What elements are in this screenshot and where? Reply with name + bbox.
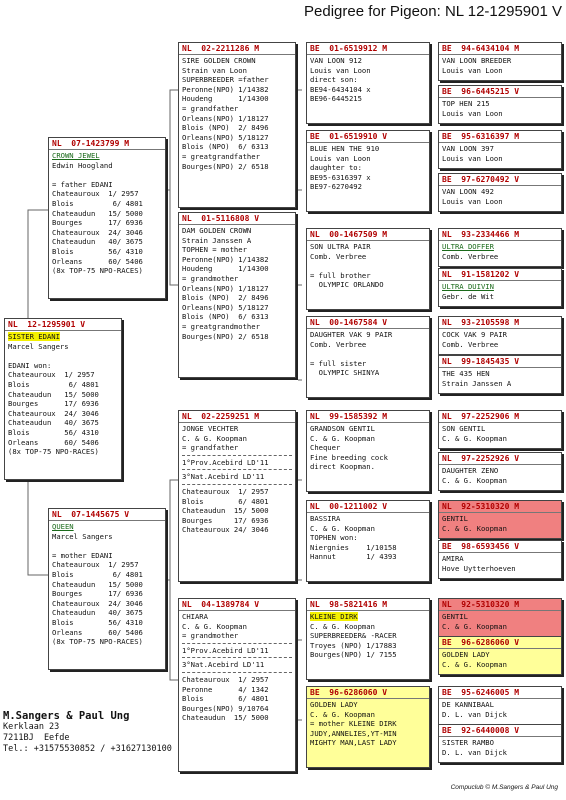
- breeder-name: Louis van Loon: [442, 108, 503, 118]
- pigeon-name: [310, 612, 426, 622]
- pedigree-detail-line: Bourges(NPO) 2/ 6518: [182, 331, 269, 341]
- breeder-name: Comb. Verbree: [310, 339, 367, 349]
- sire-card[interactable]: [48, 137, 166, 299]
- g5-card-7[interactable]: [438, 316, 562, 355]
- pigeon-name: [310, 700, 426, 710]
- g5-card-12[interactable]: [438, 540, 562, 579]
- pigeon-name-text: GRANDSON GENTIL: [310, 424, 375, 433]
- pedigree-detail-line: = father EDANI: [52, 179, 113, 189]
- g5-card-3[interactable]: [438, 130, 562, 169]
- pedigree-detail-line: [310, 261, 426, 271]
- ring-number: BE 96-6286060 V: [442, 638, 520, 647]
- ggp-sss-card[interactable]: [306, 42, 430, 124]
- ggp-ddd-card[interactable]: [306, 686, 430, 768]
- separator: [182, 455, 292, 456]
- pedigree-detail-line: Orleans(NPO) 5/18127: [182, 302, 269, 312]
- pigeon-name-text: VAN LOON 492: [442, 187, 494, 196]
- subject-ring-header: [5, 319, 121, 331]
- pedigree-detail-line: = grandmother: [182, 631, 239, 641]
- grandsire-sire-side-card[interactable]: [178, 42, 296, 208]
- pedigree-detail-line: TOPHEN = mother: [182, 245, 247, 255]
- pedigree-detail-line: = full sister: [310, 358, 367, 368]
- ring-number: BE 01-6519912 M: [310, 44, 388, 53]
- pedigree-detail-line: Blois 56/ 4310: [8, 427, 99, 437]
- pedigree-detail-line: Chequer: [310, 443, 341, 453]
- pedigree-detail-line: Chateauroux 1/ 2957: [182, 486, 269, 496]
- granddam-dam-side-card[interactable]: [178, 598, 296, 772]
- granddam-sire-side-card[interactable]: [178, 212, 296, 378]
- pedigree-detail-line: Chateauroux 1/ 2957: [52, 560, 139, 570]
- g5-card-11[interactable]: [438, 500, 562, 539]
- ring-number: BE 97-6270492 V: [442, 175, 520, 184]
- pedigree-detail-line: Fine breeding cock: [310, 452, 388, 462]
- pigeon-name: [310, 144, 426, 154]
- separator: [182, 643, 292, 644]
- pedigree-detail-line: [8, 351, 118, 361]
- separator: [182, 469, 292, 470]
- pedigree-detail-line: Bourges 17/ 6936: [8, 399, 99, 409]
- ggp-sdd-card[interactable]: [306, 316, 430, 398]
- pigeon-name: [442, 424, 558, 434]
- pedigree-detail-line: Chateaudun 40/ 3675: [52, 608, 143, 618]
- pedigree-detail-line: Bourges 17/ 6936: [52, 218, 143, 228]
- pedigree-detail-line: TOPHEN won:: [310, 533, 358, 543]
- pedigree-detail-line: [52, 170, 162, 180]
- pedigree-detail-line: EDANI won:: [8, 360, 52, 370]
- breeder-name: Louis van Loon: [442, 153, 503, 163]
- pedigree-detail-line: Blois 56/ 4310: [52, 617, 143, 627]
- breeder-name: Louis van Loon: [310, 153, 371, 163]
- pigeon-name-text: THE 435 HEN: [442, 369, 490, 378]
- pigeon-name-text: DAUGHTER ZENO: [442, 466, 499, 475]
- pedigree-detail-line: Orleans(NPO) 5/18127: [182, 132, 269, 142]
- pedigree-detail-line: (8x TOP-75 NPO-RACES): [8, 447, 99, 457]
- pigeon-name-text: CHIARA: [182, 612, 208, 621]
- pigeon-name: [310, 514, 426, 524]
- pedigree-detail-line: BE97-6270492: [310, 182, 362, 192]
- ring-number: NL 97-2252926 V: [442, 454, 520, 463]
- pigeon-name: [442, 650, 558, 660]
- pedigree-detail-line: Blois (NPO) 6/ 6313: [182, 142, 269, 152]
- pigeon-name-text: ULTRA DOFFER: [442, 242, 494, 251]
- pigeon-name: [182, 56, 292, 66]
- owner-info: [3, 710, 172, 755]
- pedigree-detail-line: OLYMPIC SHINYA: [310, 368, 380, 378]
- pedigree-detail-line: Chateaudun 15/ 5000: [52, 579, 143, 589]
- g5-card-1[interactable]: [438, 42, 562, 81]
- pedigree-detail-line: Blois 6/ 4801: [182, 496, 269, 506]
- pigeon-name-text: ULTRA DUIVIN: [442, 282, 494, 291]
- ring-number: NL 07-1423799 M: [52, 139, 130, 148]
- pedigree-detail-line: Blois (NPO) 2/ 8496: [182, 123, 269, 133]
- g5-card-8[interactable]: [438, 355, 562, 394]
- ring-number: NL 92-5310320 M: [442, 502, 520, 511]
- pedigree-detail-line: Hannut 1/ 4393: [310, 552, 397, 562]
- ring-number: BE 01-6519910 V: [310, 132, 388, 141]
- pedigree-detail-line: Chateauroux 24/ 3046: [8, 408, 99, 418]
- pedigree-detail-line: Orleans(NPO) 1/18127: [182, 113, 269, 123]
- pigeon-name-text: BLUE HEN THE 910: [310, 144, 380, 153]
- g5-card-13[interactable]: [438, 598, 562, 637]
- pigeon-name-text: SON ULTRA PAIR: [310, 242, 371, 251]
- pigeon-name: [442, 144, 558, 154]
- g5-card-6[interactable]: [438, 268, 562, 307]
- pedigree-detail-line: JUDY,ANNELIES,YT-MIN: [310, 728, 397, 738]
- ggp-dss-card[interactable]: [306, 410, 430, 492]
- owner-phone: Tel.: +31575530852 / +31627130100: [3, 744, 172, 754]
- ring-number: BE 95-6246005 M: [442, 688, 520, 697]
- breeder-name: Comb. Verbree: [310, 251, 367, 261]
- ring-number: NL 00-1467584 V: [310, 318, 388, 327]
- pedigree-detail-line: Chateaudun 15/ 5000: [8, 389, 99, 399]
- pedigree-detail-line: Blois 6/ 4801: [52, 569, 143, 579]
- pedigree-detail-line: Orleans 60/ 5406: [8, 437, 99, 447]
- breeder-name: Marcel Sangers: [8, 341, 69, 351]
- pigeon-name-text: GOLDEN LADY: [310, 700, 358, 709]
- pigeon-name: [310, 424, 426, 434]
- pedigree-detail-line: Chateaudun 15/ 5000: [182, 506, 269, 516]
- breeder-name: C. & G. Koopman: [442, 621, 507, 631]
- pigeon-name-text: VAN LOON BREEDER: [442, 56, 512, 65]
- pigeon-name-text: TOP HEN 215: [442, 99, 490, 108]
- pigeon-name-text: GENTIL: [442, 612, 468, 621]
- pedigree-detail-line: Bourges(NPO) 1/ 7155: [310, 650, 397, 660]
- pigeon-name: [442, 554, 558, 564]
- pigeon-name-text: SISTER RAMBO: [442, 738, 494, 747]
- pigeon-name: [442, 612, 558, 622]
- breeder-name: C. & G. Koopman: [310, 621, 375, 631]
- pedigree-detail-line: Niergnies 1/10158: [310, 542, 397, 552]
- pigeon-name: [52, 151, 162, 161]
- page-title: Pedigree for Pigeon: NL 12-1295901 V: [304, 3, 562, 20]
- pigeon-name-text: AMIRA: [442, 554, 464, 563]
- pedigree-detail-line: Chateauroux 1/ 2957: [8, 370, 95, 380]
- breeder-name: Hove Uytterhoeven: [442, 563, 516, 573]
- pedigree-detail-line: Chateauroux 24/ 3046: [52, 227, 143, 237]
- ring-number: NL 01-5116808 V: [182, 214, 260, 223]
- pigeon-name-text: COCK VAK 9 PAIR: [442, 330, 507, 339]
- ring-number: BE 96-6286060 V: [310, 688, 388, 697]
- pigeon-name: [442, 466, 558, 476]
- grandsire-dam-side-card[interactable]: [178, 410, 296, 582]
- pedigree-detail-line: OLYMPIC ORLANDO: [310, 280, 384, 290]
- ring-number: NL 02-2211286 M: [182, 44, 260, 53]
- breeder-name: C. & G. Koopman: [442, 475, 507, 485]
- pedigree-detail-line: Chateaudun 15/ 5000: [52, 208, 143, 218]
- pedigree-detail-line: 3°Nat.Acebird LD'11: [182, 472, 265, 482]
- breeder-name: D. L. van Dijck: [442, 747, 507, 757]
- pedigree-detail-line: BE96-6445215: [310, 94, 362, 104]
- pedigree-detail-line: Orleans(NPO) 1/18127: [182, 283, 269, 293]
- ring-number: NL 02-2259251 M: [182, 412, 260, 421]
- pedigree-detail-line: 1°Prov.Acebird LD'11: [182, 457, 269, 467]
- pedigree-detail-line: direct son:: [310, 75, 358, 85]
- g5-card-9[interactable]: [438, 410, 562, 449]
- owner-city: 7211BJ Eefde: [3, 733, 70, 743]
- pedigree-detail-line: Chateauroux 1/ 2957: [52, 189, 139, 199]
- pedigree-detail-line: = greatgrandfather: [182, 151, 260, 161]
- subject-pigeon-card[interactable]: [4, 318, 122, 480]
- ring-number: NL 91-1581202 V: [442, 270, 520, 279]
- breeder-name: C. & G. Koopman: [442, 659, 507, 669]
- ring-number: BE 98-6593456 V: [442, 542, 520, 551]
- g5-card-10[interactable]: [438, 452, 562, 491]
- pigeon-name: [442, 738, 558, 748]
- breeder-name: C. & G. Koopman: [442, 523, 507, 533]
- pedigree-detail-line: SUPERBREEDER =father: [182, 75, 269, 85]
- pedigree-detail-line: = grandfather: [182, 103, 239, 113]
- breeder-name: C. & G. Koopman: [310, 523, 375, 533]
- pedigree-detail-line: Chateaudun 40/ 3675: [8, 418, 99, 428]
- pedigree-detail-line: Blois 6/ 4801: [182, 694, 269, 704]
- g5-card-15[interactable]: [438, 686, 562, 725]
- pedigree-detail-line: Bourges(NPO) 2/ 6518: [182, 161, 269, 171]
- pedigree-detail-line: = grandmother: [182, 273, 239, 283]
- pedigree-detail-line: 1°Prov.Acebird LD'11: [182, 645, 269, 655]
- breeder-name: C. & G. Koopman: [182, 621, 247, 631]
- pigeon-name-text: SIRE GOLDEN CROWN: [182, 56, 256, 65]
- pedigree-detail-line: Chateaudun 40/ 3675: [52, 237, 143, 247]
- pedigree-detail-line: Blois 6/ 4801: [8, 379, 99, 389]
- pigeon-name: [182, 424, 292, 434]
- pedigree-detail-line: Peronne 4/ 1342: [182, 684, 269, 694]
- pigeon-name: [52, 522, 162, 532]
- pedigree-detail-line: Orleans 60/ 5406: [52, 627, 143, 637]
- breeder-name: Strain Janssen A: [442, 378, 512, 388]
- pigeon-name: [182, 612, 292, 622]
- breeder-name: C. & G. Koopman: [182, 433, 247, 443]
- g5-card-4[interactable]: [438, 173, 562, 212]
- pigeon-name: [442, 369, 558, 379]
- pigeon-name-text: QUEEN: [52, 522, 74, 531]
- pigeon-name: [442, 99, 558, 109]
- pedigree-detail-line: Troyes (NPO) 1/17883: [310, 640, 397, 650]
- breeder-name: Comb. Verbree: [442, 339, 499, 349]
- pigeon-name: [442, 700, 558, 710]
- ring-number: NL 92-5310320 M: [442, 600, 520, 609]
- pedigree-detail-line: Houdeng 1/14300: [182, 264, 269, 274]
- pedigree-detail-line: (8x TOP-75 NPO-RACES): [52, 266, 143, 276]
- breeder-name: D. L. van Dijck: [442, 709, 507, 719]
- breeder-name: Louis van Loon: [442, 65, 503, 75]
- pedigree-detail-line: (8x TOP-75 NPO-RACES): [52, 637, 143, 647]
- pigeon-name: [310, 56, 426, 66]
- ring-number: BE 96-6445215 V: [442, 87, 520, 96]
- pedigree-detail-line: direct Koopman.: [310, 462, 375, 472]
- pigeon-name-text: VAN LOON 397: [442, 144, 494, 153]
- g5-card-5[interactable]: [438, 228, 562, 267]
- pedigree-detail-line: Blois (NPO) 2/ 8496: [182, 293, 269, 303]
- pedigree-detail-line: Peronne(NPO) 1/14382: [182, 254, 269, 264]
- pedigree-detail-line: BE94-6434104 x: [310, 84, 371, 94]
- pigeon-name-text: KLEINE DIRK: [310, 612, 358, 621]
- breeder-name: Strain van Loon: [182, 65, 247, 75]
- breeder-name: C. & G. Koopman: [310, 433, 375, 443]
- breeder-name: C. & G. Koopman: [310, 709, 375, 719]
- ring-number: NL 99-1845435 V: [442, 357, 520, 366]
- pigeon-name: [310, 242, 426, 252]
- ring-number: NL 00-1467509 M: [310, 230, 388, 239]
- breeder-name: Edwin Hoogland: [52, 160, 113, 170]
- ring-number: NL 93-2105598 M: [442, 318, 520, 327]
- pedigree-detail-line: Blois (NPO) 6/ 6313: [182, 312, 269, 322]
- pigeon-name-text: DE KANNIBAAL: [442, 700, 494, 709]
- ring-number: NL 93-2334466 M: [442, 230, 520, 239]
- pedigree-detail-line: SUPERBREEDER& -RACER: [310, 631, 397, 641]
- pigeon-name-text: SON GENTIL: [442, 424, 486, 433]
- g5-card-16[interactable]: [438, 724, 562, 763]
- ring-number: NL 07-1445675 V: [52, 510, 130, 519]
- pedigree-detail-line: Blois 6/ 4801: [52, 198, 143, 208]
- ring-number: BE 95-6316397 M: [442, 132, 520, 141]
- pedigree-detail-line: Bourges 17/ 6936: [52, 589, 143, 599]
- pedigree-detail-line: Bourges 17/ 6936: [182, 515, 269, 525]
- pedigree-detail-line: [52, 541, 162, 551]
- pigeon-name: [442, 282, 558, 292]
- pedigree-detail-line: = mother KLEINE DIRK: [310, 719, 397, 729]
- pedigree-detail-line: = greatgrandmother: [182, 321, 260, 331]
- separator: [182, 672, 292, 673]
- ring-number: NL 12-1295901 V: [8, 320, 86, 329]
- pigeon-name-text: CROWN JEWEL: [52, 151, 100, 160]
- pedigree-detail-line: Chateauroux 1/ 2957: [182, 674, 269, 684]
- ring-number: BE 94-6434104 M: [442, 44, 520, 53]
- ring-number: NL 97-2252906 M: [442, 412, 520, 421]
- owner-street: Kerklaan 23: [3, 722, 60, 732]
- pedigree-detail-line: MIGHTY MAN,LAST LADY: [310, 738, 397, 748]
- pigeon-name-text: DAUGHTER VAK 9 PAIR: [310, 330, 393, 339]
- pedigree-detail-line: = mother EDANI: [52, 550, 113, 560]
- ggp-ssd-card[interactable]: [306, 130, 430, 212]
- dam-card[interactable]: [48, 508, 166, 670]
- breeder-name: Comb. Verbree: [442, 251, 499, 261]
- pedigree-detail-line: [310, 349, 426, 359]
- pigeon-name: [442, 330, 558, 340]
- breeder-name: Gebr. de Wit: [442, 291, 494, 301]
- pedigree-detail-line: 3°Nat.Acebird LD'11: [182, 660, 265, 670]
- ring-number: NL 00-1211002 V: [310, 502, 388, 511]
- ggp-dds-card[interactable]: [306, 598, 430, 680]
- pigeon-name: [442, 187, 558, 197]
- pigeon-name: [310, 330, 426, 340]
- pedigree-detail-line: = grandfather: [182, 443, 239, 453]
- separator: [182, 484, 292, 485]
- ring-number: NL 98-5821416 M: [310, 600, 388, 609]
- pedigree-detail-line: Chateauroux 24/ 3046: [182, 525, 269, 535]
- breeder-name: C. & G. Koopman: [442, 433, 507, 443]
- g5-card-14[interactable]: [438, 636, 562, 675]
- ring-number: BE 92-6440008 V: [442, 726, 520, 735]
- pigeon-name: [442, 242, 558, 252]
- breeder-name: Strain Janssen A: [182, 235, 252, 245]
- pigeon-name-text: JONGE VECHTER: [182, 424, 239, 433]
- breeder-name: Louis van Loon: [442, 196, 503, 206]
- pedigree-detail-line: Bourges(NPO) 9/10764: [182, 703, 269, 713]
- breeder-name: Louis van Loon: [310, 65, 371, 75]
- ggp-dsd-card[interactable]: [306, 500, 430, 582]
- pedigree-detail-line: Blois 56/ 4310: [52, 246, 143, 256]
- ring-number: NL 04-1389784 V: [182, 600, 260, 609]
- pedigree-detail-line: = full brother: [310, 270, 371, 280]
- pedigree-detail-line: BE95-6316397 x: [310, 172, 371, 182]
- pedigree-detail-line: daughter to:: [310, 163, 362, 173]
- pedigree-detail-line: Chateaudun 15/ 5000: [182, 713, 269, 723]
- pigeon-name-text: SISTER EDANI: [8, 332, 60, 341]
- pedigree-detail-line: Peronne(NPO) 1/14382: [182, 84, 269, 94]
- pigeon-name-text: DAM GOLDEN CROWN: [182, 226, 252, 235]
- pigeon-name: [442, 514, 558, 524]
- ggp-sds-card[interactable]: [306, 228, 430, 310]
- pigeon-name: [8, 332, 118, 342]
- ring-number: NL 99-1585392 M: [310, 412, 388, 421]
- pigeon-name: [442, 56, 558, 66]
- pedigree-detail-line: Chateauroux 24/ 3046: [52, 598, 143, 608]
- pedigree-detail-line: Houdeng 1/14300: [182, 94, 269, 104]
- separator: [182, 657, 292, 658]
- footer-credit: Compuclub © M.Sangers & Paul Ung: [450, 784, 558, 791]
- pigeon-name-text: GENTIL: [442, 514, 468, 523]
- owner-name: M.Sangers & Paul Ung: [3, 710, 130, 722]
- pedigree-detail-line: Orleans 60/ 5406: [52, 256, 143, 266]
- breeder-name: Marcel Sangers: [52, 531, 113, 541]
- pigeon-name-text: VAN LOON 912: [310, 56, 362, 65]
- g5-card-2[interactable]: [438, 85, 562, 124]
- pigeon-name: [182, 226, 292, 236]
- pigeon-name-text: GOLDEN LADY: [442, 650, 490, 659]
- pigeon-name-text: BASSIRA: [310, 514, 341, 523]
